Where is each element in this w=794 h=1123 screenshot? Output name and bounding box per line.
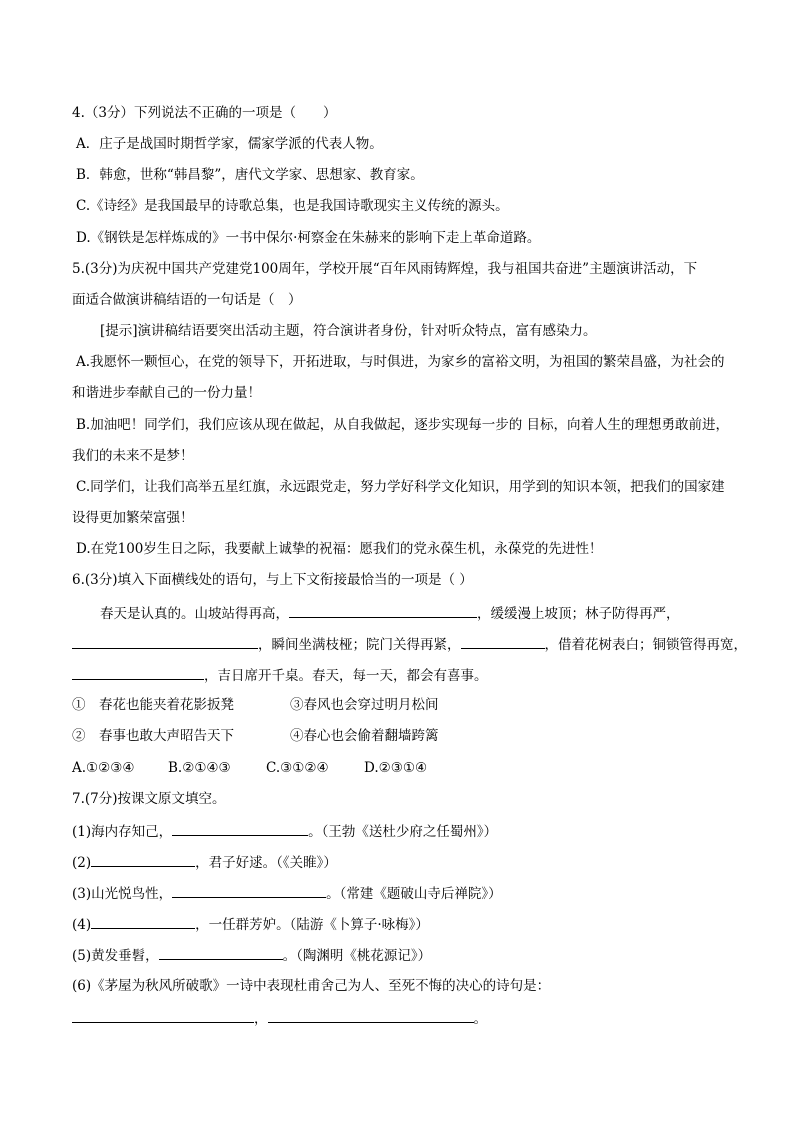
q6-item-3: ③春风也会穿过明月松间: [290, 697, 439, 713]
q6-passage-line2: [72, 633, 747, 653]
q7-item-3-text: (3)山光悦鸟性，: [72, 886, 173, 902]
q5-stem-line1: 5.(3分)为庆祝中国共产党建党100周年，学校开展“百年风雨铸辉煌，我与祖国共奋进”主题演讲活动，下: [72, 261, 698, 277]
q6-blank-1[interactable]: [289, 602, 477, 618]
q6-choice-c: C.③①②④: [266, 760, 329, 776]
q6-item-1: ① 春花也能夹着花影扳凳: [72, 697, 234, 713]
q5-option-a-line1: A.我愿怀一颗恒心，在党的领导下，开拓进取，与时俱进，为家乡的富裕文明，为祖国的繁荣昌盛，为社会的: [76, 354, 725, 370]
q7-blank-6[interactable]: [72, 1007, 254, 1023]
q6-text-2a: ，瞬间坐满枝桠；院门关得再紧，: [258, 637, 461, 653]
q7-blank-5[interactable]: [159, 944, 283, 960]
q6-text-3a: ，吉日席开千桌。春天，每一天，都会有喜事。: [204, 668, 488, 684]
q7-blank-4[interactable]: [91, 913, 195, 929]
q6-choice-d: D.②③①④: [364, 760, 428, 776]
q6-stem: 6.(3分)填入下面横线处的语句，与上下文衔接最恰当的一项是（ ）: [72, 572, 473, 588]
q6-text-1b: ，缓缓漫上坡顶；林子防得再严，: [477, 606, 680, 622]
q7-item-4-number: (4): [72, 917, 92, 933]
q6-passage-line1: [100, 602, 680, 622]
q7-item-1-text: (1)海内存知己，: [72, 824, 173, 840]
q7-item-3: [72, 882, 502, 902]
q5-option-a-line2: 和谐进步奉献自己的一份力量！: [72, 385, 261, 401]
q6-text-1a: 春天是认真的。山坡站得再高，: [100, 606, 289, 622]
q4-option-b: B．韩愈，世称“韩昌黎”，唐代文学家、思想家、教育家。: [76, 167, 424, 183]
q7-item-6-end: 。: [473, 1011, 487, 1027]
q4-option-d: D.《钢铁是怎样炼成的》一书中保尔·柯察金在朱赫来的影响下走上革命道路。: [76, 230, 541, 246]
q7-item-1-source: 。（王勃《送杜少府之任蜀州》）: [308, 824, 498, 840]
q7-item-2-number: (2): [72, 855, 92, 871]
q6-items-row2: [72, 726, 439, 746]
q7-item-6: (6)《茅屋为秋风所破歌》一诗中表现杜甫舍己为人、至死不悔的决心的诗句是：: [72, 978, 551, 994]
q6-choice-b: B.②①④③: [168, 760, 231, 776]
q4-option-a: A．庄子是战国时期哲学家，儒家学派的代表人物。: [76, 136, 383, 152]
q7-blank-1[interactable]: [172, 820, 308, 836]
q4-option-c: C.《诗经》是我国最早的诗歌总集，也是我国诗歌现实主义传统的源头。: [76, 198, 509, 214]
q7-item-6-answer: [72, 1007, 487, 1027]
q7-item-6-separator: ，: [254, 1011, 268, 1027]
q7-item-1: [72, 820, 497, 840]
q7-item-4-text: ，一任群芳妒。（陆游《卜算子·咏梅》）: [195, 917, 429, 933]
q7-item-5: [72, 944, 431, 964]
q6-items-row1: [72, 695, 439, 715]
q5-option-c-line2: 设得更加繁荣富强！: [72, 510, 194, 526]
q6-item-2: ② 春事也敢大声昭告天下: [72, 728, 234, 744]
q6-text-2b: ，借着花树表白；铜锁管得再宽，: [544, 637, 747, 653]
q7-item-4: [72, 913, 429, 933]
q5-hint: [提示]演讲稿结语要突出活动主题，符合演讲者身份，针对听众特点，富有感染力。: [100, 323, 597, 339]
q5-option-c-line1: C.同学们，让我们高举五星红旗，永远跟党走，努力学好科学文化知识，用学到的知识本领，把我们的国家建: [76, 479, 725, 495]
q6-item-4: ④春心也会偷着翻墙跨篱: [290, 728, 439, 744]
q7-item-3-source: 。（常建《题破山寺后禅院》）: [326, 886, 502, 902]
q6-blank-2[interactable]: [72, 633, 258, 649]
q5-option-b-line1: B.加油吧！同学们，我们应该从现在做起，从自我做起，逐步实现每一步的 目标，向着人生的理想勇敢前进，: [76, 417, 730, 433]
q6-passage-line3: [72, 664, 488, 684]
q7-stem: 7.(7分)按课文原文填空。: [72, 791, 226, 807]
q6-blank-3[interactable]: [461, 633, 545, 649]
q7-blank-2[interactable]: [91, 851, 195, 867]
q6-choice-a: A.①②③④: [72, 760, 135, 776]
q5-stem-line2: 面适合做演讲稿结语的一句话是（ ）: [72, 292, 302, 308]
q5-option-d: D.在党100岁生日之际，我要献上诚挚的祝福：愿我们的党永葆生机，永葆党的先进性！: [76, 541, 603, 557]
q7-blank-3[interactable]: [172, 882, 326, 898]
q7-item-5-text: (5)黄发垂髫，: [72, 948, 159, 964]
q7-item-2: [72, 851, 337, 871]
q7-item-5-source: 。（陶渊明《桃花源记》）: [282, 948, 432, 964]
q7-blank-7[interactable]: [268, 1007, 474, 1023]
q6-choices: [72, 758, 427, 778]
q5-option-b-line2: 我们的未来不是梦！: [72, 448, 194, 464]
q4-stem: 4.（3分）下列说法不正确的一项是（ ）: [72, 105, 337, 121]
q6-blank-4[interactable]: [72, 664, 204, 680]
q7-item-2-text: ，君子好逑。（《关睢》）: [195, 855, 337, 871]
